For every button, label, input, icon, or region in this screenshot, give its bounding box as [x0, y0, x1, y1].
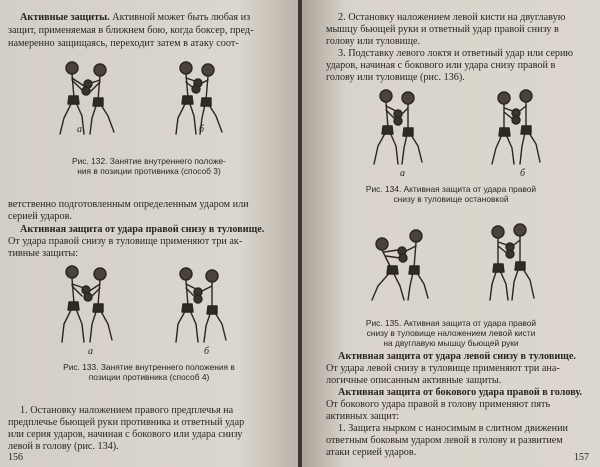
left-para4-line4: левой в голову (рис. 134).: [8, 441, 119, 452]
left-para4-line2: предплечье бьющей руки противника и ответный удар: [8, 417, 245, 428]
right-para4-line1: 1. Защита нырком с наносимым в слитном движении: [338, 423, 569, 434]
fig133-label-a: а: [88, 346, 93, 357]
fig135-caption-line3: на двуглавую мышцу бьющей руки: [383, 338, 519, 348]
left-page-number: 156: [8, 452, 23, 463]
fig132-label-a: а: [77, 124, 82, 135]
right-para1-line3: голову или туловище.: [326, 36, 421, 47]
right-page: [302, 0, 600, 467]
left-para1-line2: защит, применяемая в ближнем бою, когда боксер, пред-: [8, 25, 254, 36]
fig133-caption-line1: Рис. 133. Занятие внутреннего положения в: [63, 362, 235, 372]
right-para2-line2: логичные описанным активные защиты.: [326, 375, 502, 386]
figure-133a-boxers: [52, 262, 132, 348]
fig132-caption-line2: ния в позиции противника (способ 3): [77, 166, 221, 176]
left-para1-text: Активной может быть любая из: [112, 12, 251, 23]
fig134-caption-line1: Рис. 134. Активная защита от удара правой: [365, 184, 537, 194]
fig133-label-b: б: [204, 346, 210, 357]
right-para1-line4: 3. Подставку левого локтя и ответный удар или серию: [338, 48, 574, 59]
fig135-caption-line2: снизу в туловище наложением левой кисти: [366, 328, 536, 338]
right-para1-line1: 2. Остановку наложением левой кисти на двуглавую: [338, 12, 566, 23]
left-para1-line1: [20, 12, 250, 24]
left-para2-line2: серией ударов.: [8, 211, 72, 222]
left-para1-line3: намеренно защищаясь, переходит затем в атаку соот-: [8, 38, 239, 49]
fig134-caption-line2: снизу в туловище остановкой: [393, 194, 509, 204]
fig133-caption-line2: позиции противника (способ 4): [88, 372, 210, 382]
fig134-label-b: б: [520, 168, 526, 179]
figure-132a-boxers: [42, 58, 132, 140]
right-para1-line6: голову или туловище (рис. 136).: [326, 72, 465, 83]
left-para2-line1: ветственно подготовленным определенным ударом или: [8, 199, 249, 210]
right-para4-line3: атаки серией ударов.: [326, 447, 417, 458]
fig132-caption-line1: Рис. 132. Занятие внутреннего положе-: [72, 156, 226, 166]
right-para3-line2: активных защит:: [326, 411, 400, 422]
left-page: [0, 0, 298, 467]
figure-135b-boxers: [480, 220, 560, 306]
left-para4-line3: или серия ударов, начиная с бокового или удара снизу: [8, 429, 243, 440]
right-para2-line1: От удара левой снизу в туловище применяют три ана-: [326, 363, 560, 374]
figure-133b-boxers: [168, 262, 248, 348]
left-para4-line1: 1. Остановку наложением правого предплечья на: [20, 405, 234, 416]
right-page-number: 157: [574, 452, 589, 463]
left-para3-line1: От удара правой снизу в туловище применяют три ак-: [8, 236, 243, 247]
figure-134a-boxers: [364, 86, 444, 170]
right-para1-line2: мышцу бьющей руки и ответный удар правой снизу в: [326, 24, 559, 35]
left-heading-active-defense: Активные защиты.: [20, 12, 110, 23]
fig135-caption-line1: Рис. 135. Активная защита от удара правой: [365, 318, 537, 328]
fig132-label-b: б: [199, 124, 205, 135]
right-para3-line1: От бокового удара правой в голову применяют пять: [326, 399, 551, 410]
figure-134b-boxers: [480, 86, 560, 170]
left-para3-line2: тивные защиты:: [8, 248, 79, 259]
right-para1-line5: ударов, начиная с бокового или удара снизу правой в: [326, 60, 556, 71]
fig134-label-a: а: [400, 168, 405, 179]
right-para4-line2: ответным боковым ударом левой в голову и развитием: [326, 435, 563, 446]
right-section-heading-2: Активная защита от бокового удара правой в голову.: [338, 387, 583, 398]
right-section-heading-1: Активная защита от удара левой снизу в туловище.: [338, 351, 576, 362]
left-section-heading: Активная защита от удара правой снизу в туловище.: [20, 224, 265, 235]
figure-135a-boxers: [364, 226, 444, 306]
